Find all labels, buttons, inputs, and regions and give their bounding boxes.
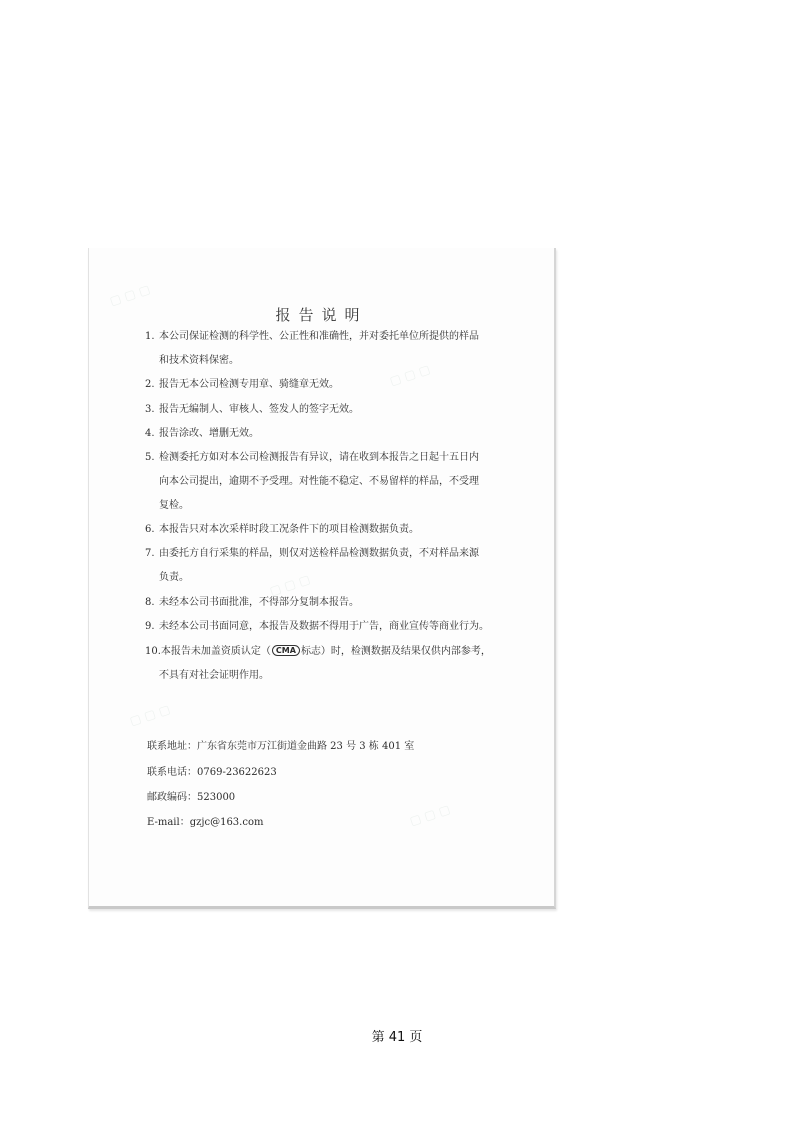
item-text-continued: 负责。 xyxy=(159,572,189,583)
item-number: 7. xyxy=(145,548,155,559)
note-item-10 xyxy=(145,640,525,688)
item-text: 本报告未加盖资质认定（ xyxy=(160,646,271,657)
note-item-4 xyxy=(145,422,525,446)
note-item-2 xyxy=(145,373,525,397)
item-text: 报告无编制人、审核人、签发人的签字无效。 xyxy=(159,404,359,415)
item-text-continued: 向本公司提出，逾期不予受理。对性能不稳定、不易留样的样品，不受理 xyxy=(159,476,479,487)
item-text-continued: 和技术资料保密。 xyxy=(159,355,239,366)
cma-mark-icon: CMA xyxy=(272,645,300,656)
item-text: 报告涂改、增删无效。 xyxy=(159,428,259,439)
note-item-8 xyxy=(145,591,525,615)
contact-postcode: 邮政编码：523000 xyxy=(147,792,236,803)
item-text: 报告无本公司检测专用章、骑缝章无效。 xyxy=(159,379,339,390)
item-text-continued: 不具有对社会证明作用。 xyxy=(159,670,269,681)
page-number: 第 41 页 xyxy=(371,1030,423,1045)
item-text: 本报告只对本次采样时段工况条件下的项目检测数据负责。 xyxy=(159,524,419,535)
note-item-6 xyxy=(145,518,525,542)
item-text: 检测委托方如对本公司检测报告有异议，请在收到本报告之日起十五日内 xyxy=(159,452,479,463)
item-number: 1. xyxy=(145,331,155,342)
contact-phone: 联系电话：0769-23622623 xyxy=(147,767,277,778)
item-text-continued: 复检。 xyxy=(159,500,189,511)
item-number: 5. xyxy=(145,452,155,463)
item-number: 6. xyxy=(145,524,155,535)
item-text: 未经本公司书面同意，本报告及数据不得用于广告，商业宣传等商业行为。 xyxy=(159,621,489,632)
note-item-1 xyxy=(145,325,525,373)
item-number: 2. xyxy=(145,379,155,390)
contact-email: E-mail：gzjc@163.com xyxy=(147,817,264,828)
report-title: 报告说明 xyxy=(275,306,368,324)
item-text: 由委托方自行采集的样品，则仅对送检样品检测数据负责，不对样品来源 xyxy=(159,548,479,559)
scanned-report-page: ▢ ▢ ▢ ▢ ▢ ▢ ▢ ▢ ▢ ▢ ▢ ▢ ▢ ▢ ▢ 报告说明 1. 本公司保证检测的科学性、公正性和准确性，并对委托单位所提供的样品 和技术资料保密。 2. 报告无本公司检测专用章、骑缝章无效。 3. 报告无编制人、审核人、签发人的签字无效。 4. 报告涂改、增删无效。 5. 检测委托方如对本公司检测报告有异议，请在收到本报告之日起十五日内 向本公司提出，逾期不予受理。对性能不稳定、不易留样的样品，不受理 复检。 6. 本报告只对本次采样时段工况条件下的项目检测数据负责。 7. 由委托方自行采集的样品，则仅对送检样品检测数据负责，不对样品来源 负责。 8. 未经本公司书面批准，不得部分复制本报告。 9. 未经本公司书面同意，本报告及数据不得用于广告，商业宣传等商业行为。 10.本报告未加盖资质认定（ CMA 标志）时，检测数据及结果仅供内部参考， 不具有对社会证明作用。 联系地址：广东省东莞市万江街道金曲路 23 号 3 栋 401 室 联系电话：0769-23622623 邮政编码：523000 E-mail：gzjc@163.com xyxy=(88,248,556,909)
contact-address: 联系地址：广东省东莞市万江街道金曲路 23 号 3 栋 401 室 xyxy=(147,741,415,752)
note-item-7 xyxy=(145,542,525,590)
item-number: 4. xyxy=(145,428,155,439)
note-item-5 xyxy=(145,446,525,518)
item-text: 未经本公司书面批准，不得部分复制本报告。 xyxy=(159,597,359,608)
item-text: 本公司保证检测的科学性、公正性和准确性，并对委托单位所提供的样品 xyxy=(159,331,479,342)
note-item-9 xyxy=(145,615,525,639)
item-number: 9. xyxy=(145,621,155,632)
item-number: 10. xyxy=(145,646,161,657)
item-number: 3. xyxy=(145,404,155,415)
item-number: 8. xyxy=(145,597,155,608)
note-item-3 xyxy=(145,398,525,422)
item-text: 标志）时，检测数据及结果仅供内部参考， xyxy=(300,646,491,657)
